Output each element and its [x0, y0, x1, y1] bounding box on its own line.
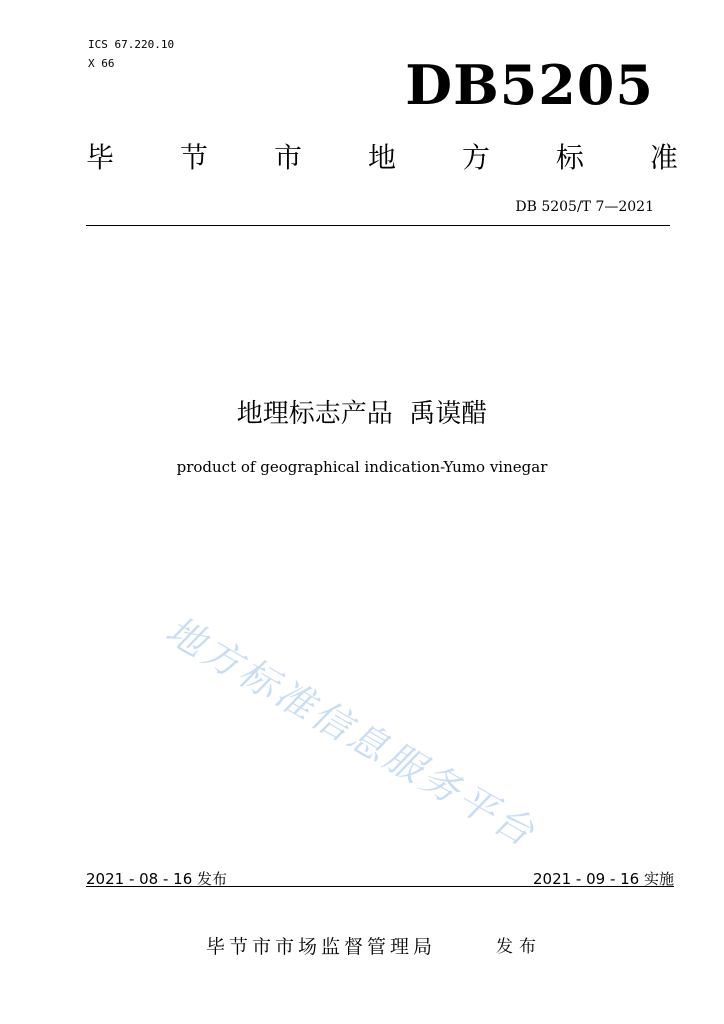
- document-title: 地理标志产品 禹谟醋: [236, 399, 488, 429]
- issuing-authority: 毕节市市场监督管理局: [206, 936, 437, 958]
- header-divider: [86, 225, 670, 226]
- category-char: 准: [649, 141, 678, 174]
- publish-date: 2021 - 08 - 16 发布: [86, 870, 228, 888]
- effective-date: 2021 - 09 - 16 实施: [532, 870, 674, 888]
- ics-code: ICS 67.220.10: [88, 38, 175, 51]
- standard-category: [86, 140, 678, 176]
- category-char: 方: [461, 141, 490, 174]
- watermark: 地方标准信息服务平台: [158, 607, 545, 856]
- category-char: 毕: [86, 141, 115, 174]
- issue-label: 发布: [496, 937, 542, 957]
- standard-number: DB 5205/T 7—2021: [515, 199, 654, 215]
- standard-code: DB5205: [405, 53, 654, 117]
- footer-divider: [86, 886, 674, 887]
- category-char: 标: [555, 141, 584, 174]
- classification-code: X 66: [88, 57, 115, 70]
- document-subtitle-english: product of geographical indication-Yumo vinegar: [176, 458, 548, 476]
- category-char: 市: [273, 141, 302, 174]
- category-char: 节: [179, 141, 208, 174]
- category-char: 地: [367, 141, 396, 174]
